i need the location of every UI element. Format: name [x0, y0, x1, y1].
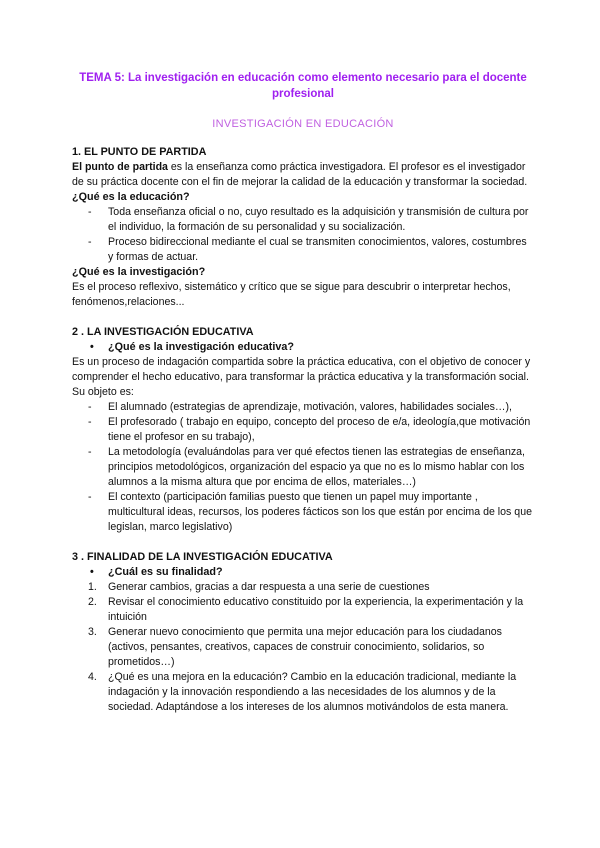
bullet-marker: • — [90, 566, 94, 578]
list-item: - El contexto (participación familias puesto que tienen un papel muy importante , multicultural ideas, recursos, los poderes fácticos son los que están por encima de los que legislan, marco legislativo) — [88, 491, 532, 533]
dash-marker: - — [88, 401, 92, 413]
number-marker: 3. — [88, 626, 97, 638]
document-subtitle: INVESTIGACIÓN EN EDUCACIÓN — [212, 118, 394, 130]
list-item: 4. ¿Qué es una mejora en la educación? Cambio en la educación tradicional, mediante la indagación y la innovación respondiendo a las necesidades de los alumnos y de la sociedad. Adaptándose a los intereses de los alumnos motivándolos de esta manera. — [88, 671, 517, 713]
section-1-intro-bold: El punto de partida — [72, 161, 168, 173]
purpose-list — [72, 580, 534, 715]
educational-research-definition: Es un proceso de indagación compartida sobre la práctica educativa, con el objetivo de conocer y comprender el hecho educativo, para transformar la práctica educativa y la transformación social. — [72, 356, 531, 383]
list-item: 2. Revisar el conocimiento educativo constituido por la experiencia, la experimentación y la intuición — [88, 596, 524, 623]
dash-marker: - — [88, 236, 92, 248]
number-marker: 1. — [88, 581, 97, 593]
dash-marker: - — [88, 491, 92, 503]
section-3-heading: 3 . FINALIDAD DE LA INVESTIGACIÓN EDUCATIVA — [72, 551, 333, 563]
dash-marker: - — [88, 416, 92, 428]
list-item: - El profesorado ( trabajo en equipo, concepto del proceso de e/a, ideología,que motivación tiene el profesor en su trabajo), — [88, 416, 531, 443]
question-education: ¿Qué es la educación? — [72, 191, 190, 203]
question-purpose: • ¿Cuál es su finalidad? — [90, 566, 223, 578]
list-item: - Toda enseñanza oficial o no, cuyo resultado es la adquisición y transmisión de cultura por el individuo, la formación de su personalidad y su socialización. — [88, 206, 529, 233]
education-list — [72, 205, 534, 265]
list-item: 3. Generar nuevo conocimiento que permita una mejor educación para los ciudadanos (activos, pensantes, creativos, capaces de construir conocimiento, solidarios, so prometidos…) — [88, 626, 502, 668]
list-item: - Proceso bidireccional mediante el cual se transmiten conocimientos, valores, costumbres y formas de actuar. — [88, 236, 527, 263]
number-marker: 2. — [88, 596, 97, 608]
list-item: 1. Generar cambios, gracias a dar respuesta a una serie de cuestiones — [88, 581, 430, 593]
document-title: TEMA 5: La investigación en educación como elemento necesario para el docente profesional — [79, 72, 527, 100]
research-definition: Es el proceso reflexivo, sistemático y crítico que se sigue para descubrir o interpretar hechos, fenómenos,relaciones... — [72, 281, 511, 308]
section-1-intro-rest: es la enseñanza como práctica investigadora. El profesor es el investigador de su práctica docente con el fin de mejorar la calidad de la educación y transformar la sociedad. — [72, 161, 528, 188]
question-educational-research: • ¿Qué es la investigación educativa? — [90, 341, 295, 353]
section-2-heading: 2 . LA INVESTIGACIÓN EDUCATIVA — [72, 326, 254, 338]
question-research: ¿Qué es la investigación? — [72, 266, 206, 278]
list-item: - El alumnado (estrategias de aprendizaje, motivación, valores, habilidades sociales…), — [88, 401, 512, 413]
section-1-intro — [72, 160, 534, 190]
bullet-marker: • — [90, 341, 94, 353]
number-marker: 4. — [88, 671, 97, 683]
dash-marker: - — [88, 446, 92, 458]
section-1-heading: 1. EL PUNTO DE PARTIDA — [72, 146, 207, 158]
research-object-list — [72, 400, 534, 535]
dash-marker: - — [88, 206, 92, 218]
list-item: - La metodología (evaluándolas para ver qué efectos tienen las estrategias de enseñanza, principios metodológicos, organización del espacio ya que no es lo mismo hablar con los alumnos a la misma altura que por encima de ellos, materiales…) — [88, 446, 525, 488]
research-object-label: Su objeto es: — [72, 386, 134, 398]
